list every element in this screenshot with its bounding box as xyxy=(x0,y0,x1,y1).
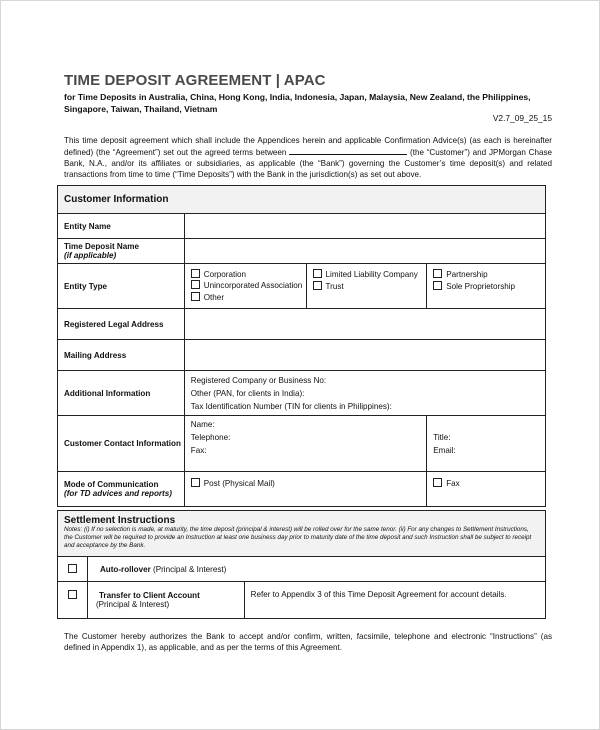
td-name-field[interactable] xyxy=(184,239,545,264)
contact-label: Customer Contact Information xyxy=(58,416,185,472)
contact-name-field: Name: xyxy=(190,420,215,429)
pan-field: Other (PAN, for clients in India): xyxy=(190,388,305,398)
option-unincorporated-association[interactable]: Unincorporated Association xyxy=(191,280,306,292)
business-no-field: Registered Company or Business No: xyxy=(190,375,327,385)
auto-rollover-note: (Principal & Interest) xyxy=(153,564,227,574)
entity-type-col-1 xyxy=(184,264,306,309)
contact-left-fields[interactable] xyxy=(184,416,426,472)
registered-address-field[interactable] xyxy=(184,309,545,340)
option-trust[interactable]: Trust xyxy=(313,281,427,293)
customer-info-heading: Customer Information xyxy=(58,186,546,214)
td-name-text: Time Deposit Name xyxy=(64,242,139,251)
settlement-instructions-table xyxy=(57,510,546,619)
customer-information-table xyxy=(57,185,546,507)
customer-name-blank[interactable] xyxy=(289,146,407,155)
document-title: TIME DEPOSIT AGREEMENT | APAC xyxy=(64,72,326,89)
mailing-address-label: Mailing Address xyxy=(58,340,185,371)
additional-info-field[interactable] xyxy=(184,371,545,416)
entity-type-label: Entity Type xyxy=(58,264,185,309)
option-other[interactable]: Other xyxy=(191,292,306,304)
option-fax[interactable]: Fax xyxy=(433,478,545,490)
checkbox-icon[interactable] xyxy=(68,590,77,599)
checkbox-icon[interactable] xyxy=(191,269,200,278)
entity-type-col-2 xyxy=(306,264,427,309)
auto-rollover-label: Auto-rollover xyxy=(99,564,151,574)
transfer-option[interactable] xyxy=(87,582,244,619)
mailing-address-field[interactable] xyxy=(184,340,545,371)
contact-email-field: Email: xyxy=(433,446,456,455)
transfer-note: (Principal & Interest) xyxy=(95,600,170,609)
checkbox-icon[interactable] xyxy=(313,281,322,290)
entity-name-label: Entity Name xyxy=(58,214,185,239)
intro-text-2: (the “Customer”) and JPMorgan Chase Bank, N.A., and/or its affiliates or subsidiaries, as applicable (the “Bank”) governing the Customer’s time deposit(s) and related transactions from time to time (“Time Deposits”) with the Bank in the jurisdiction(s) as set out above. xyxy=(64,148,553,180)
settlement-heading: Settlement Instructions xyxy=(64,515,176,526)
checkbox-icon[interactable] xyxy=(191,280,200,289)
version-label: V2.7_09_25_15 xyxy=(492,113,552,123)
transfer-checkbox-cell xyxy=(58,582,88,619)
mode-label xyxy=(58,472,185,507)
transfer-ref-text: Refer to Appendix 3 of this Time Deposit Agreement for account details. xyxy=(244,582,545,619)
tin-field: Tax Identification Number (TIN for clients in Philippines): xyxy=(190,401,392,411)
contact-right-fields[interactable] xyxy=(427,416,546,472)
auto-rollover-checkbox-cell xyxy=(58,557,88,582)
entity-name-field[interactable] xyxy=(184,214,545,239)
checkbox-icon[interactable] xyxy=(433,269,442,278)
checkbox-icon[interactable] xyxy=(433,478,442,487)
additional-info-label: Additional Information xyxy=(58,371,185,416)
option-post[interactable]: Post (Physical Mail) xyxy=(191,478,426,490)
mode-note: (for TD advices and reports) xyxy=(64,489,172,498)
option-corporation[interactable]: Corporation xyxy=(191,269,306,281)
authorization-paragraph: The Customer hereby authorizes the Bank to accept and/or confirm, written, facsimile, telephone and electronic “Instructions” (as defined in Appendix 1), as applicable, and as per the terms of this Agreement. xyxy=(64,632,552,653)
auto-rollover-option[interactable] xyxy=(87,557,545,582)
entity-type-col-3 xyxy=(427,264,546,309)
settlement-note: Notes: (i) If no selection is made, at maturity, the time deposit (principal & interest) will be rolled over for the same tenor. (ii) For any changes to Settlement Instructions, the Customer will be required to provide an Instruction at least one business day prior to maturity date of the time deposit and such Instruction shall be subject to receipt and acceptance by the Bank. xyxy=(64,526,532,550)
intro-text-1: This time deposit agreement which shall include the Appendices herein and applicable Confirmation Advice(s) (as each is hereinafter defined) (the “Agreement”) set out the agreed terms between xyxy=(64,136,552,158)
registered-address-label: Registered Legal Address xyxy=(58,309,185,340)
mode-post-cell xyxy=(184,472,426,507)
option-sole-proprietorship[interactable]: Sole Proprietorship xyxy=(433,281,545,293)
mode-fax-cell xyxy=(427,472,546,507)
contact-title-field: Title: xyxy=(433,433,451,442)
jurisdiction-subtitle: for Time Deposits in Australia, China, Hong Kong, India, Indonesia, Japan, Malaysia, New Zealand, the Philippines, Singapore, Taiwan, Thailand, Vietnam xyxy=(64,92,531,114)
contact-fax-field: Fax: xyxy=(190,446,207,455)
checkbox-icon[interactable] xyxy=(191,478,200,487)
settlement-header-cell xyxy=(58,511,546,557)
transfer-label: Transfer to Client Account xyxy=(98,591,200,600)
checkbox-icon[interactable] xyxy=(68,564,77,573)
td-name-note: (if applicable) xyxy=(64,251,117,260)
td-name-label xyxy=(58,239,185,264)
checkbox-icon[interactable] xyxy=(313,269,322,278)
option-partnership[interactable]: Partnership xyxy=(433,269,545,281)
contact-telephone-field: Telephone: xyxy=(190,433,231,442)
mode-text: Mode of Communication xyxy=(64,480,159,489)
option-llc[interactable]: Limited Liability Company xyxy=(313,269,427,281)
intro-paragraph xyxy=(64,135,552,180)
checkbox-icon[interactable] xyxy=(433,281,442,290)
checkbox-icon[interactable] xyxy=(191,292,200,301)
